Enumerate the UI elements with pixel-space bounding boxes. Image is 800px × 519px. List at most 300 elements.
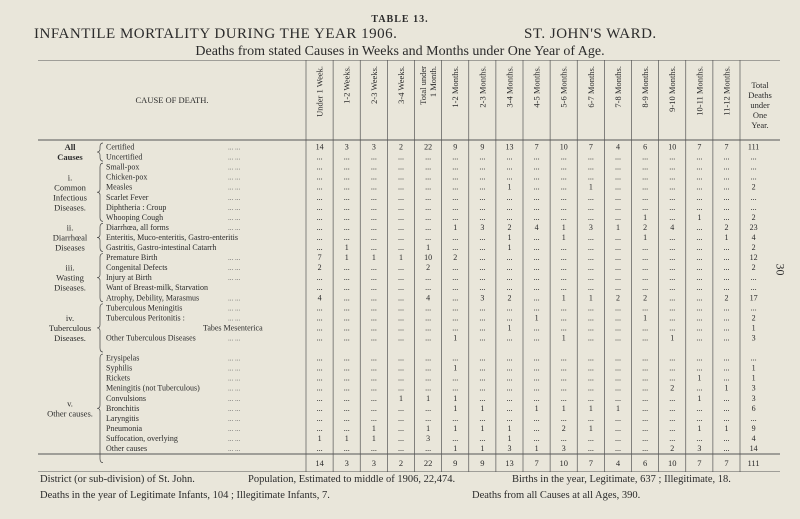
row-value: ... (696, 222, 703, 232)
row-value: ... (533, 303, 540, 313)
group-label: Wasting (56, 272, 84, 283)
row-value: ... (397, 263, 404, 273)
row-value: ... (370, 333, 377, 343)
row-value: ... (506, 192, 513, 202)
row-value: ... (397, 152, 404, 162)
row-value: ... (425, 202, 432, 212)
row-value: ... (669, 172, 676, 182)
total-value: 9 (480, 458, 485, 468)
row-value: ... (397, 444, 404, 453)
row-value: ... (370, 182, 377, 192)
row-cause-label: Whooping Cough (106, 212, 164, 222)
row-value: 4 (426, 293, 431, 303)
row-value: ... (370, 232, 377, 242)
total-value: 14 (315, 458, 324, 468)
row-value: ... (614, 212, 621, 222)
group-brace (97, 223, 103, 251)
header-column-label: 5-6 Months. (558, 66, 569, 108)
row-value: ... (370, 162, 377, 172)
leader-dots: ... ... (228, 183, 241, 192)
row-value: ... (669, 273, 676, 283)
total-value: 3 (344, 458, 349, 468)
row-value: ... (370, 263, 377, 273)
row-value: ... (696, 313, 703, 323)
row-value: ... (723, 323, 730, 333)
row-value: ... (533, 172, 540, 182)
row-value: ... (696, 363, 703, 373)
row-value: 2 (426, 263, 431, 273)
row-value: ... (506, 333, 513, 343)
row-value: ... (452, 413, 459, 423)
row-value: ... (343, 152, 350, 162)
row-value: ... (316, 283, 323, 293)
row-value: ... (696, 403, 703, 413)
row-value: ... (343, 403, 350, 413)
row-value: ... (479, 192, 486, 202)
row-value: 1 (697, 423, 702, 433)
row-value: ... (642, 423, 649, 433)
row-value: ... (669, 413, 676, 423)
row-value: 1 (426, 393, 431, 403)
row-value: ... (723, 393, 730, 403)
row-value: ... (343, 202, 350, 212)
row-value: ... (343, 363, 350, 373)
row-value: ... (560, 373, 567, 383)
row-value: ... (370, 353, 377, 363)
leader-dots: ... ... (228, 374, 241, 383)
ward-title: ST. JOHN'S WARD. (524, 26, 657, 42)
row-value: ... (397, 353, 404, 363)
row-value: ... (479, 202, 486, 212)
row-value: ... (723, 363, 730, 373)
row-value: ... (370, 413, 377, 423)
row-value: ... (669, 283, 676, 293)
row-value: 1 (371, 423, 376, 433)
row-value: 3 (751, 333, 756, 343)
row-value: ... (533, 232, 540, 242)
row-value: 10 (559, 142, 568, 152)
group-label: Infectious (53, 192, 87, 203)
row-value: ... (669, 363, 676, 373)
page-title: INFANTILE MORTALITY DURING THE YEAR 1906. (34, 26, 398, 42)
header-column-label: 7-8 Months. (612, 66, 623, 108)
row-value: ... (614, 383, 621, 393)
row-value: 1 (426, 243, 431, 252)
row-value: ... (723, 152, 730, 162)
row-value: ... (452, 152, 459, 162)
row-cause-label: Enteritis, Muco-enteritis, Gastro-enteritis (106, 232, 238, 242)
page-number: 30 (773, 263, 788, 276)
row-value: 9 (751, 423, 756, 433)
row-value: 2 (751, 263, 756, 273)
row-value: 4 (751, 433, 756, 443)
row-value: ... (370, 192, 377, 202)
row-value: ... (723, 433, 730, 443)
row-value: ... (343, 444, 350, 453)
row-value: ... (642, 303, 649, 313)
row-value: 1 (453, 444, 458, 453)
row-value: ... (316, 212, 323, 222)
row-value: 1 (751, 323, 756, 333)
row-value: ... (316, 192, 323, 202)
row-value: ... (479, 373, 486, 383)
row-value: ... (479, 383, 486, 393)
row-value: ... (614, 172, 621, 182)
row-value: ... (343, 283, 350, 293)
row-value: 9 (480, 142, 485, 152)
row-value: ... (696, 293, 703, 303)
row-value: ... (587, 313, 594, 323)
total-value: 7 (724, 458, 729, 468)
row-value: ... (479, 433, 486, 443)
row-value: ... (316, 222, 323, 232)
row-value: 23 (749, 222, 758, 232)
row-value: 2 (670, 383, 675, 393)
row-value: 1 (507, 243, 512, 252)
row-value: ... (750, 202, 757, 212)
header-column-label: 2-3 Weeks. (368, 66, 379, 104)
row-value: ... (397, 182, 404, 192)
row-value: ... (343, 273, 350, 283)
row-value: ... (723, 202, 730, 212)
row-value: ... (614, 423, 621, 433)
row-value: ... (587, 373, 594, 383)
row-value: ... (696, 323, 703, 333)
row-value: ... (370, 273, 377, 283)
row-value: 1 (561, 403, 566, 413)
row-value: ... (343, 172, 350, 182)
row-value: 1 (670, 333, 675, 343)
row-value: ... (479, 323, 486, 333)
row-value: ... (370, 283, 377, 293)
header-column-label: 3-4 Months. (504, 66, 515, 108)
row-value: 4 (615, 142, 620, 152)
header-total-label: under (750, 100, 770, 110)
row-value: 1 (398, 253, 403, 263)
row-value: ... (750, 273, 757, 283)
row-value: ... (560, 303, 567, 313)
leader-dots: ... ... (228, 254, 241, 263)
row-value: ... (316, 393, 323, 403)
row-value: ... (723, 373, 730, 383)
group-label: Diarrhœal (52, 232, 88, 243)
row-value: ... (642, 243, 649, 252)
row-value: 3 (344, 142, 349, 152)
row-value: ... (425, 323, 432, 333)
row-value: ... (397, 433, 404, 443)
row-value: ... (479, 243, 486, 252)
group-label: Other causes. (47, 408, 93, 419)
row-value: ... (750, 283, 757, 293)
row-value: ... (425, 353, 432, 363)
mortality-table (38, 60, 780, 472)
total-value: 9 (453, 458, 458, 468)
row-value: ... (533, 433, 540, 443)
row-cause-label: Injury at Birth (106, 273, 152, 283)
row-value: ... (587, 232, 594, 242)
row-value: ... (642, 403, 649, 413)
leader-dots: ... ... (228, 143, 241, 152)
row-value: ... (452, 232, 459, 242)
row-value: ... (452, 323, 459, 333)
row-value: ... (614, 413, 621, 423)
row-value: ... (614, 283, 621, 293)
row-value: ... (452, 283, 459, 293)
row-value: ... (560, 202, 567, 212)
row-value: 3 (751, 383, 756, 393)
row-value: 14 (749, 444, 758, 453)
row-value: ... (669, 243, 676, 252)
row-value: ... (642, 413, 649, 423)
total-value: 2 (398, 458, 404, 468)
leader-dots: ... ... (228, 264, 241, 273)
row-value: ... (642, 373, 649, 383)
row-value: 1 (507, 323, 512, 333)
row-value: ... (479, 313, 486, 323)
row-value: ... (479, 263, 486, 273)
row-value: 1 (480, 403, 485, 413)
row-value: ... (452, 353, 459, 363)
row-value: ... (479, 253, 486, 263)
row-value: ... (614, 373, 621, 383)
row-value: ... (614, 192, 621, 202)
leader-dots: ... ... (228, 364, 241, 373)
row-value: ... (425, 222, 432, 232)
row-value: ... (533, 182, 540, 192)
row-value: ... (533, 212, 540, 222)
row-value: ... (533, 333, 540, 343)
row-value: 7 (534, 142, 539, 152)
leader-dots: ... ... (228, 334, 241, 343)
row-value: ... (614, 444, 621, 453)
row-value: ... (723, 172, 730, 182)
row-value: 1 (697, 373, 702, 383)
row-value: ... (696, 172, 703, 182)
row-value: 1 (453, 222, 458, 232)
row-value: ... (696, 333, 703, 343)
row-value: 1 (561, 293, 566, 303)
header-column-label: 11-12 Months. (721, 66, 732, 116)
row-value: ... (723, 444, 730, 453)
row-value: ... (425, 212, 432, 222)
row-value: ... (642, 192, 649, 202)
row-value: ... (560, 263, 567, 273)
group-brace (97, 143, 103, 161)
row-value: 7 (724, 142, 729, 152)
row-value: ... (506, 353, 513, 363)
row-value: 1 (480, 423, 485, 433)
row-cause-label: Measles (106, 182, 133, 192)
group-label: Diseases. (54, 332, 86, 343)
row-value: ... (614, 253, 621, 263)
row-value: ... (614, 303, 621, 313)
row-value: 1 (507, 433, 512, 443)
row-value: ... (316, 232, 323, 242)
row-value: ... (587, 363, 594, 373)
group-label: i. (67, 172, 73, 183)
row-value: ... (614, 152, 621, 162)
row-value: ... (397, 293, 404, 303)
row-value: ... (425, 232, 432, 242)
row-value: ... (479, 172, 486, 182)
row-value: ... (723, 313, 730, 323)
row-value: 22 (424, 142, 433, 152)
row-value: ... (370, 363, 377, 373)
row-value: ... (452, 172, 459, 182)
row-value: ... (316, 373, 323, 383)
total-value: 22 (423, 458, 433, 468)
row-value: 1 (751, 373, 756, 383)
row-value: 1 (697, 393, 702, 403)
row-value: ... (452, 192, 459, 202)
row-value: ... (425, 172, 432, 182)
row-value: ... (506, 393, 513, 403)
row-value: ... (316, 243, 323, 252)
row-value: ... (316, 444, 323, 453)
row-value: ... (343, 162, 350, 172)
row-value: 1 (534, 444, 539, 453)
row-value: ... (614, 333, 621, 343)
row-value: ... (397, 313, 404, 323)
total-value: 111 (747, 458, 760, 468)
row-value: ... (370, 222, 377, 232)
row-value: ... (642, 383, 649, 393)
row-value: ... (397, 172, 404, 182)
group-brace (97, 354, 103, 463)
group-label: iii. (65, 262, 75, 273)
row-value: ... (425, 444, 432, 453)
row-value: 2 (751, 313, 756, 323)
leader-dots: ... ... (228, 153, 241, 162)
row-value: ... (343, 182, 350, 192)
row-value: ... (696, 413, 703, 423)
group-brace (97, 304, 103, 352)
row-value: 3 (697, 444, 702, 453)
row-value: 6 (643, 142, 648, 152)
row-value: ... (669, 182, 676, 192)
row-value: ... (560, 363, 567, 373)
row-value: ... (614, 363, 621, 373)
header-total-label: Year. (751, 120, 769, 130)
row-value: ... (533, 393, 540, 403)
row-value: 4 (751, 232, 756, 242)
row-value: 4 (534, 222, 539, 232)
header-cause: CAUSE OF DEATH. (135, 95, 209, 105)
row-value: ... (723, 182, 730, 192)
row-value: ... (343, 212, 350, 222)
row-value: ... (397, 323, 404, 333)
header-column-label: 6-7 Months. (585, 66, 596, 108)
row-value: ... (397, 333, 404, 343)
row-value: ... (506, 202, 513, 212)
row-value: ... (425, 413, 432, 423)
row-value: ... (696, 263, 703, 273)
row-value: ... (750, 162, 757, 172)
row-value: 1 (453, 333, 458, 343)
row-value: ... (533, 243, 540, 252)
header-column-label: 9-10 Months. (667, 66, 678, 112)
row-value: ... (587, 433, 594, 443)
row-value: 3 (507, 444, 512, 453)
row-value: ... (397, 243, 404, 252)
row-value: ... (587, 253, 594, 263)
row-value: 7 (697, 142, 702, 152)
row-value: ... (506, 263, 513, 273)
row-value: ... (343, 192, 350, 202)
row-value: ... (614, 182, 621, 192)
row-value: 1 (643, 232, 648, 242)
row-value: 6 (751, 403, 756, 413)
row-value: 2 (724, 293, 729, 303)
row-value: 1 (588, 403, 593, 413)
row-value: ... (723, 353, 730, 363)
row-value: ... (425, 162, 432, 172)
group-label: ii. (66, 222, 74, 233)
leader-dots: ... ... (228, 414, 241, 423)
row-value: ... (587, 172, 594, 182)
total-value: 13 (505, 458, 514, 468)
row-value: ... (316, 363, 323, 373)
row-value: ... (479, 333, 486, 343)
row-value: ... (343, 393, 350, 403)
row-value: ... (370, 243, 377, 252)
row-cause-label: Premature Birth (106, 253, 158, 263)
row-value: ... (587, 243, 594, 252)
row-value: ... (506, 413, 513, 423)
header-column-label: Under 1 Week. (314, 66, 325, 117)
row-value: ... (723, 403, 730, 413)
row-value: ... (397, 273, 404, 283)
row-value: ... (397, 212, 404, 222)
header-column-label: 1-2 Months. (450, 66, 461, 108)
row-cause-label: Diphtheria : Croup (106, 202, 167, 212)
row-value: ... (614, 202, 621, 212)
row-value: ... (316, 273, 323, 283)
row-value: ... (425, 192, 432, 202)
row-value: 1 (507, 423, 512, 433)
row-value: 1 (643, 212, 648, 222)
row-cause-label: Erysipelas (106, 353, 140, 363)
row-value: 1 (344, 243, 349, 252)
row-value: ... (723, 263, 730, 273)
row-value: 2 (670, 444, 675, 453)
row-value: ... (750, 172, 757, 182)
row-value: ... (560, 383, 567, 393)
row-value: ... (425, 403, 432, 413)
row-value: 1 (588, 293, 593, 303)
row-value: 3 (426, 433, 431, 443)
header-column-label: Total under (418, 66, 429, 105)
group-label: v. (67, 398, 73, 409)
row-value: ... (560, 413, 567, 423)
row-value: 3 (480, 293, 485, 303)
page-subtitle: Deaths from stated Causes in Weeks and Months under One Year of Age. (195, 44, 605, 59)
row-value: 1 (724, 383, 729, 393)
row-value: ... (316, 162, 323, 172)
row-value: ... (452, 243, 459, 252)
row-value: ... (723, 162, 730, 172)
row-value: ... (587, 393, 594, 403)
row-value: 3 (561, 444, 566, 453)
row-value: 4 (670, 222, 675, 232)
row-value: ... (452, 263, 459, 273)
row-value: ... (425, 283, 432, 293)
row-value: ... (696, 383, 703, 393)
header-total-label: One (752, 110, 768, 120)
row-value: ... (506, 162, 513, 172)
row-value: ... (642, 202, 649, 212)
row-value: ... (452, 303, 459, 313)
